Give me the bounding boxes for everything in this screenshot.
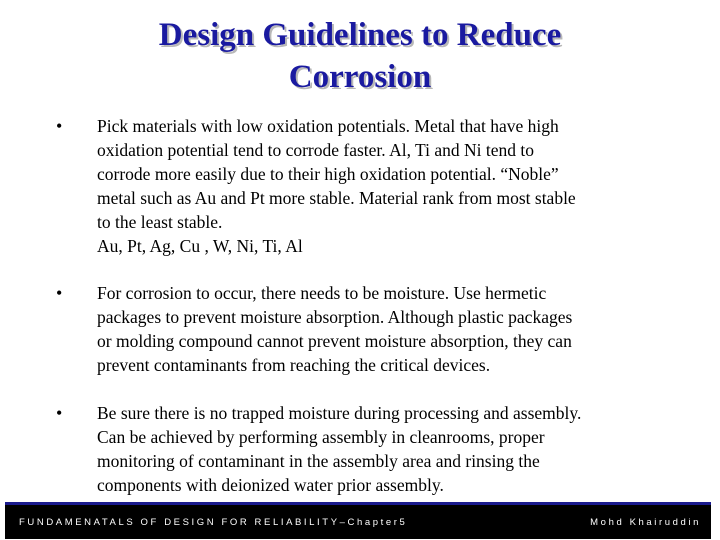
slide-title-line-2: Corrosion [288,59,432,95]
bullet-text: Pick materials with low oxidation potentials. Metal that have high oxidation potential tend to corrode faster. Al, Ti and Ni tend to corrode more easily due to their high oxidation potential. “Noble” metal such as Au and Pt more stable. Material rank from most stable to the least stable. Au, Pt, Ag, Cu , W, Ni, Ti, Al [97,116,576,256]
bullet-dot-icon: • [56,283,63,303]
bullet-text: Be sure there is no trapped moisture during processing and assembly. Can be achieved by performing assembly in cleanrooms, proper monitoring of contaminant in the assembly area and rinsing the components with deionized water prior assembly. [97,403,582,495]
footer-author: Mohd Khairuddin [590,517,701,528]
bullet-text: For corrosion to occur, there needs to be moisture. Use hermetic packages to prevent moisture absorption. Although plastic packages or molding compound cannot prevent moisture absorption, they can prevent contaminants from reaching the critical devices. [97,283,573,375]
slide-title-line-1: Design Guidelines to Reduce [158,17,562,53]
footer-bar [5,502,711,539]
slide-title [0,14,720,98]
bullet-dot-icon: • [56,116,63,136]
footer-course-title: FUNDAMENATALS OF DESIGN FOR RELIABILITY–Chapter5 [19,517,408,528]
bullet-dot-icon: • [56,403,63,423]
